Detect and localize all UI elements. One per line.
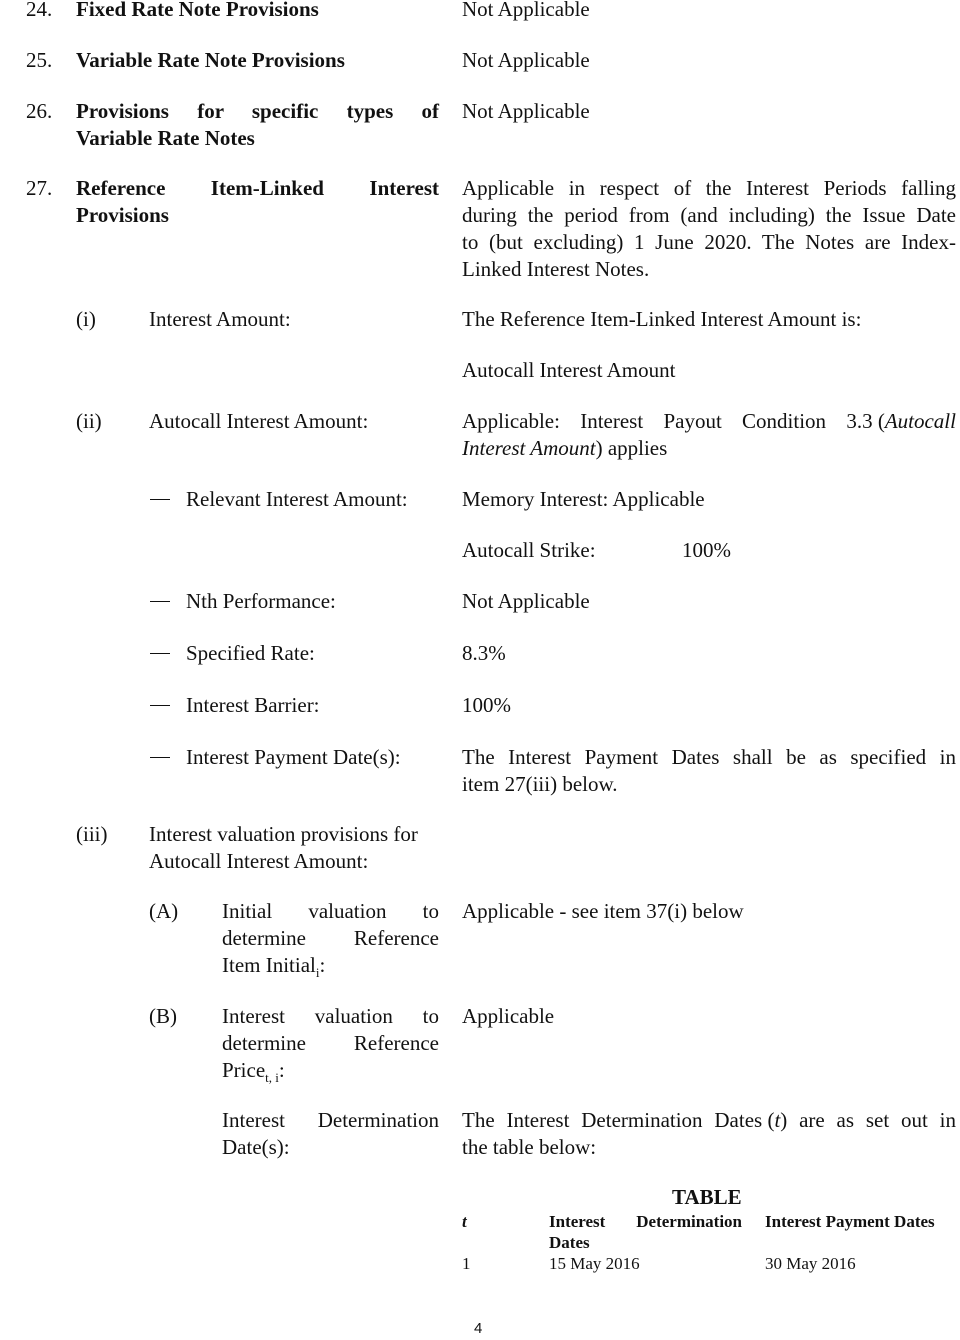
page-number: 4 [474,1320,483,1337]
det-word-are: are [799,1108,825,1132]
item-27-value-line1: Applicable in respect of the Interest Periods falling [462,176,956,200]
bullet-dash [150,601,170,602]
item-27-label-line2: Provisions [76,203,169,227]
sub-b-label-line2: determine Reference [222,1031,439,1055]
relevant-label: Relevant Interest Amount: [186,487,408,511]
sub-a-label-line2: determine Reference [222,926,439,950]
payment-dates-label: Interest Payment Date(s): [186,745,401,769]
bullet-dash [150,757,170,758]
sub-ii-word-interest: Interest [580,409,644,433]
sub-ii-word-cond-num: 3.3 (Autocall [846,409,956,433]
interest-barrier-label: Interest Barrier: [186,693,320,717]
bullet-dash [150,705,170,706]
sub-ii-label: Autocall Interest Amount: [149,409,369,433]
sub-ii-value-tail: ) applies [595,436,668,460]
det-word-dates: Dates (t) [714,1108,788,1132]
sub-a-value: Applicable - see item 37(i) below [462,899,744,923]
specified-rate-label: Specified Rate: [186,641,315,665]
sub-b-colon: : [278,1058,285,1082]
sub-b-number: (B) [149,1004,177,1028]
det-word-determination: Determination [581,1108,703,1132]
autocall-strike-value: 100% [682,538,731,562]
sub-a-label-line3 [222,952,325,979]
table-header-t: t [462,1212,467,1231]
item-27-value-line4: Linked Interest Notes. [462,257,650,281]
sub-a-label-text: Item Initial [222,953,316,977]
table-row-t: 1 [462,1254,471,1273]
nth-label: Nth Performance: [186,589,336,613]
specified-rate-value: 8.3% [462,641,506,665]
sub-ii-word-condition: Condition [742,409,827,433]
item-26-label-line1: Provisions for specific types of [76,99,439,123]
sub-b-label-line3 [222,1057,285,1084]
determination-label-line2: Date(s): [222,1135,290,1159]
det-word-out: out [901,1108,928,1132]
sub-a-number: (A) [149,899,179,923]
sub-a-subscript: i [315,965,320,981]
sub-ii-value-italic: Interest Amount [462,436,596,460]
sub-ii-value-line1 [462,408,956,435]
sub-iii-label-line1: Interest valuation provisions for [149,822,418,846]
sub-i-value-2: Autocall Interest Amount [462,358,676,382]
table-header-determination-line1: Interest Determination [549,1212,742,1231]
sub-i-number: (i) [76,307,96,331]
item-26-number: 26. [26,99,53,123]
item-26-label-line2: Variable Rate Notes [76,126,255,150]
sub-b-subscript: t, i [265,1070,279,1086]
item-24-value: Not Applicable [462,0,590,21]
table-row-determination: 15 May 2016 [549,1254,640,1273]
interest-barrier-value: 100% [462,693,511,717]
table-row-payment: 30 May 2016 [765,1254,856,1273]
item-24-label: Fixed Rate Note Provisions [76,0,319,21]
det-word-set: set [865,1108,890,1132]
det-word-in: in [939,1108,956,1132]
determination-value-line2: the table below: [462,1135,597,1159]
sub-i-value: The Reference Item-Linked Interest Amount is: [462,307,862,331]
sub-ii-word-payout: Payout [663,409,722,433]
item-25-value: Not Applicable [462,48,590,72]
item-27-label-line1: Reference Item-Linked Interest [76,176,439,200]
sub-b-label-line1: Interest valuation to [222,1004,439,1028]
payment-dates-value-line1: The Interest Payment Dates shall be as specified in [462,745,956,769]
sub-iii-label-line2: Autocall Interest Amount: [149,849,369,873]
payment-dates-value-line2: item 27(iii) below. [462,772,618,796]
determination-label-line1: Interest Determination [222,1108,439,1132]
sub-ii-value-line2 [462,435,667,462]
sub-i-label: Interest Amount: [149,307,291,331]
item-25-label: Variable Rate Note Provisions [76,48,345,72]
item-25-number: 25. [26,48,53,72]
det-word-the: The [462,1108,495,1132]
sub-b-label-text: Price [222,1058,266,1082]
item-24-number: 24. [26,0,53,21]
sub-iii-number: (iii) [76,822,108,846]
item-26-value: Not Applicable [462,99,590,123]
det-word-interest: Interest [506,1108,570,1132]
sub-b-value: Applicable [462,1004,555,1028]
determination-value-line1 [462,1107,956,1134]
sub-ii-word-applicable: Applicable: [462,409,560,433]
table-header-payment: Interest Payment Dates [765,1212,935,1231]
relevant-value: Memory Interest: Applicable [462,487,705,511]
table-title: TABLE [672,1185,742,1209]
item-27-value-line3: to (but excluding) 1 June 2020. The Notes are Index- [462,230,956,254]
item-27-number: 27. [26,176,53,200]
sub-ii-number: (ii) [76,409,102,433]
bullet-dash [150,499,170,500]
autocall-strike-label: Autocall Strike: [462,538,596,562]
item-27-value-line2: during the period from (and including) the Issue Date [462,203,956,227]
table-header-determination-line2: Dates [549,1233,590,1252]
sub-a-colon: : [319,953,326,977]
sub-a-label-line1: Initial valuation to [222,899,439,923]
nth-value: Not Applicable [462,589,590,613]
det-word-as: as [836,1108,855,1132]
bullet-dash [150,653,170,654]
